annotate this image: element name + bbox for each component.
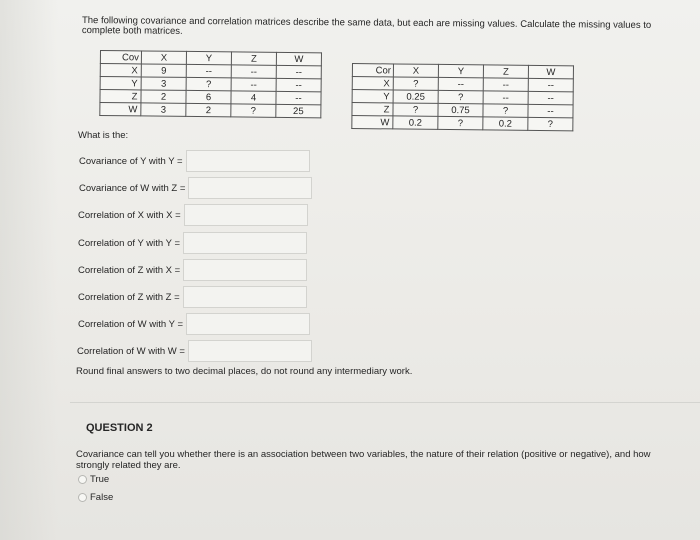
- cor-cell: --: [438, 77, 483, 90]
- cor-cell: ?: [483, 104, 528, 117]
- question-row: [78, 286, 307, 308]
- question-row: [79, 177, 312, 199]
- cov-cell: 25: [276, 104, 321, 117]
- option-label: True: [90, 474, 110, 485]
- cor-col-header: Y: [438, 64, 483, 77]
- answer-input-cor-x-x[interactable]: [184, 204, 308, 226]
- cor-row: [352, 116, 573, 131]
- rounding-note: Round final answers to two decimal places, do not round any intermediary work.: [76, 366, 413, 377]
- cov-cell: --: [276, 78, 321, 91]
- cov-cell: --: [276, 65, 321, 78]
- cov-cell: --: [231, 65, 276, 78]
- cor-row-header: Z: [352, 103, 393, 116]
- answer-input-cov-y-y[interactable]: [186, 150, 310, 172]
- cov-col-header: W: [276, 52, 321, 65]
- cov-row-header: W: [100, 103, 141, 116]
- answer-input-cor-w-w[interactable]: [188, 340, 312, 362]
- cor-corner-label: Cor: [352, 64, 393, 77]
- cor-cell: 0.75: [438, 103, 483, 116]
- cor-cell: ?: [393, 77, 438, 90]
- correlation-matrix: [351, 63, 574, 131]
- radio-button[interactable]: [78, 475, 87, 484]
- cov-row: [100, 103, 321, 118]
- cor-row-header: W: [352, 116, 393, 129]
- question-2-title: QUESTION 2: [86, 422, 153, 434]
- question-label: Correlation of X with X =: [78, 209, 181, 221]
- option-label: False: [90, 492, 114, 503]
- cor-col-header: X: [393, 64, 438, 77]
- answer-input-cov-w-z[interactable]: [188, 177, 312, 199]
- cov-row-header: Y: [100, 77, 141, 90]
- cov-col-header: X: [141, 51, 186, 64]
- question-2-text: Covariance can tell you whether there is an association between two variables, the nature of their relation (positive or negative), and how strongly related they are.: [76, 449, 651, 471]
- cor-row-header: X: [352, 77, 393, 90]
- question-label: Correlation of W with Y =: [78, 318, 183, 330]
- question-row: [78, 259, 307, 281]
- answer-input-cor-z-z[interactable]: [183, 286, 307, 308]
- cor-cell: ?: [393, 103, 438, 116]
- intro-text: The following covariance and correlation matrices describe the same data, but each are missing values. Calculate the missing values to complete both matrices.: [81, 15, 652, 37]
- question-label: Correlation of W with W =: [77, 345, 185, 357]
- cov-cell: 4: [231, 91, 276, 104]
- cov-cell: ?: [231, 104, 276, 117]
- cor-cell: 0.2: [393, 116, 438, 129]
- question-row: [78, 204, 308, 226]
- cor-cell: --: [483, 91, 528, 104]
- edge-shadow: [0, 0, 58, 540]
- cor-cell: --: [528, 104, 573, 117]
- cov-cell: --: [231, 78, 276, 91]
- question-label: Correlation of Y with Y =: [78, 237, 181, 249]
- answer-input-cor-z-x[interactable]: [183, 259, 307, 281]
- cov-cell: ?: [186, 77, 231, 90]
- cov-cell: --: [276, 91, 321, 104]
- question-label: Correlation of Z with X =: [78, 264, 181, 276]
- question-row: [79, 150, 310, 172]
- radio-button[interactable]: [78, 493, 87, 502]
- cov-row-header: Z: [100, 90, 141, 103]
- option-true[interactable]: [78, 474, 109, 485]
- question-label: Covariance of W with Z =: [79, 182, 186, 194]
- cov-cell: 2: [141, 90, 186, 103]
- question-label: Covariance of Y with Y =: [79, 155, 183, 167]
- cor-cell: 0.2: [483, 117, 528, 130]
- cov-cell: 9: [141, 64, 186, 77]
- cor-col-header: Z: [483, 65, 528, 78]
- cov-row-header: X: [100, 64, 141, 77]
- answer-input-cor-y-y[interactable]: [183, 232, 307, 254]
- cor-cell: --: [528, 91, 573, 104]
- cor-cell: ?: [438, 90, 483, 103]
- cor-cell: ?: [528, 117, 573, 130]
- cor-cell: --: [528, 78, 573, 91]
- cor-col-header: W: [528, 65, 573, 78]
- cor-cell: 0.25: [393, 90, 438, 103]
- option-false[interactable]: [78, 492, 113, 503]
- cov-col-header: Z: [231, 52, 276, 65]
- question-row: [78, 232, 307, 254]
- question-label: Correlation of Z with Z =: [78, 291, 180, 303]
- cor-row-header: Y: [352, 90, 393, 103]
- cor-cell: --: [483, 78, 528, 91]
- covariance-matrix: [99, 50, 322, 118]
- what-is-label: What is the:: [78, 130, 129, 141]
- cov-corner-label: Cov: [100, 51, 141, 64]
- answer-input-cor-w-y[interactable]: [186, 313, 310, 335]
- cor-cell: ?: [438, 116, 483, 129]
- cov-cell: 6: [186, 90, 231, 103]
- cov-cell: --: [186, 64, 231, 77]
- question-row: [78, 313, 310, 335]
- cov-cell: 3: [141, 77, 186, 90]
- cov-col-header: Y: [186, 51, 231, 64]
- cov-cell: 3: [141, 103, 186, 116]
- section-divider: [70, 402, 700, 403]
- cov-cell: 2: [186, 103, 231, 116]
- question-row: [77, 340, 312, 362]
